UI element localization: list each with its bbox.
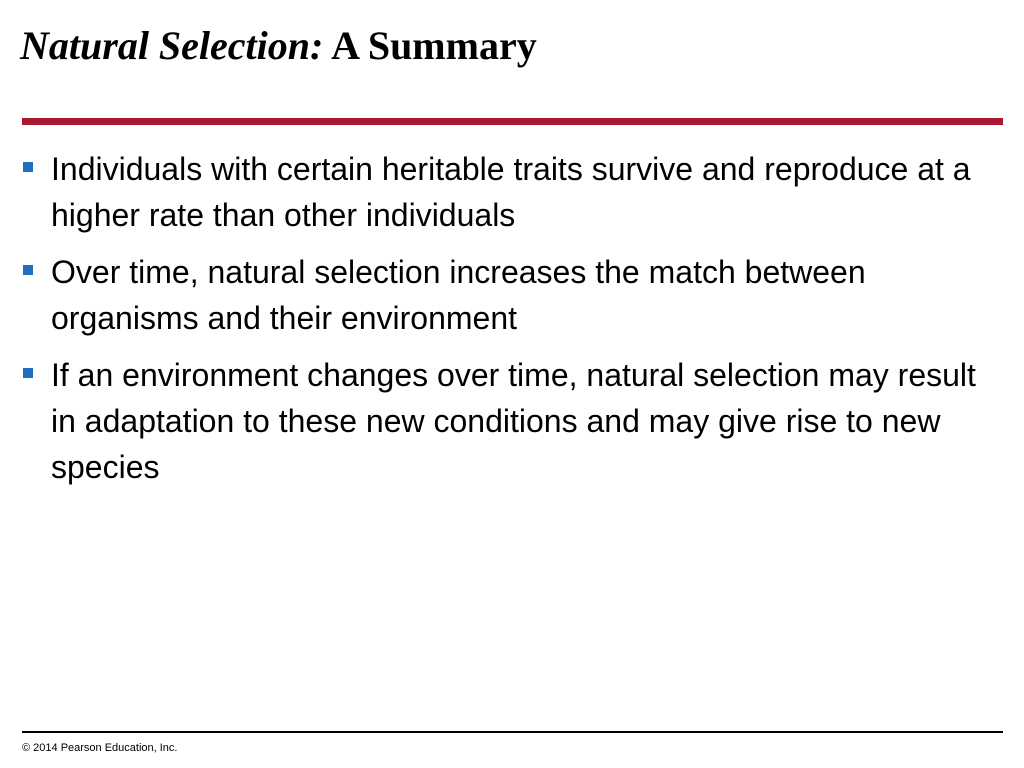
- square-bullet-icon: [23, 368, 33, 378]
- slide-title-rest: A Summary: [323, 23, 537, 68]
- bullet-text: Individuals with certain heritable traits survive and reproduce at a higher rate than other individuals: [51, 151, 971, 233]
- square-bullet-icon: [23, 265, 33, 275]
- bullet-text: Over time, natural selection increases the match between organisms and their environment: [51, 254, 866, 336]
- bullet-item: [22, 352, 982, 490]
- bullet-list: [22, 146, 982, 501]
- slide-title: [20, 20, 537, 72]
- footer-divider: [22, 731, 1003, 733]
- bullet-item: [22, 146, 982, 238]
- copyright-footer: © 2014 Pearson Education, Inc.: [22, 742, 178, 754]
- bullet-item: [22, 249, 982, 341]
- bullet-text: If an environment changes over time, natural selection may result in adaptation to these new conditions and may give rise to new species: [51, 357, 976, 485]
- slide-title-italic: Natural Selection:: [20, 23, 324, 68]
- square-bullet-icon: [23, 162, 33, 172]
- title-divider: [22, 118, 1003, 125]
